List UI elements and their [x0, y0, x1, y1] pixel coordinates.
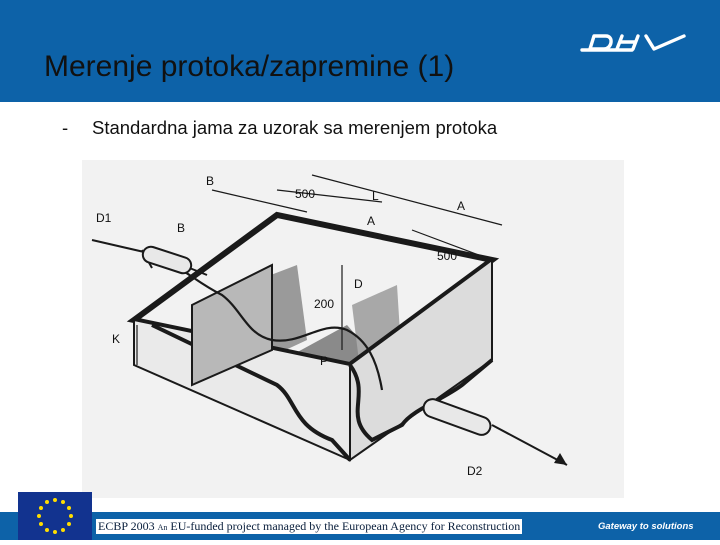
label-p: P — [320, 354, 329, 368]
label-k: K — [112, 332, 121, 346]
bullet-text: Standardna jama za uzorak sa merenjem protoka — [92, 117, 498, 138]
label-l: L — [372, 189, 379, 203]
label-d: D — [354, 277, 363, 291]
label-b-left: B — [177, 221, 186, 235]
label-a-mid: A — [367, 214, 376, 228]
bullet-marker: - — [62, 117, 69, 138]
eu-flag — [18, 492, 92, 540]
sampling-pit-diagram — [82, 160, 624, 498]
footer-tagline: Gateway to solutions — [598, 521, 694, 532]
label-b-top: B — [206, 174, 215, 188]
label-200: 200 — [314, 297, 335, 311]
slide-title: Merenje protoka/zapremine (1) — [44, 50, 455, 83]
label-500-top: 500 — [295, 187, 316, 201]
label-a-right: A — [457, 199, 466, 213]
label-d1: D1 — [96, 211, 112, 225]
label-d2: D2 — [467, 464, 483, 478]
footer-credit: ECBP 2003 An EU-funded project managed by the European Agency for Reconstruction — [98, 519, 521, 533]
label-500-right: 500 — [437, 249, 458, 263]
bullet-item — [62, 117, 497, 139]
dhv-logo — [580, 28, 690, 58]
eu-stars-icon — [37, 498, 73, 534]
